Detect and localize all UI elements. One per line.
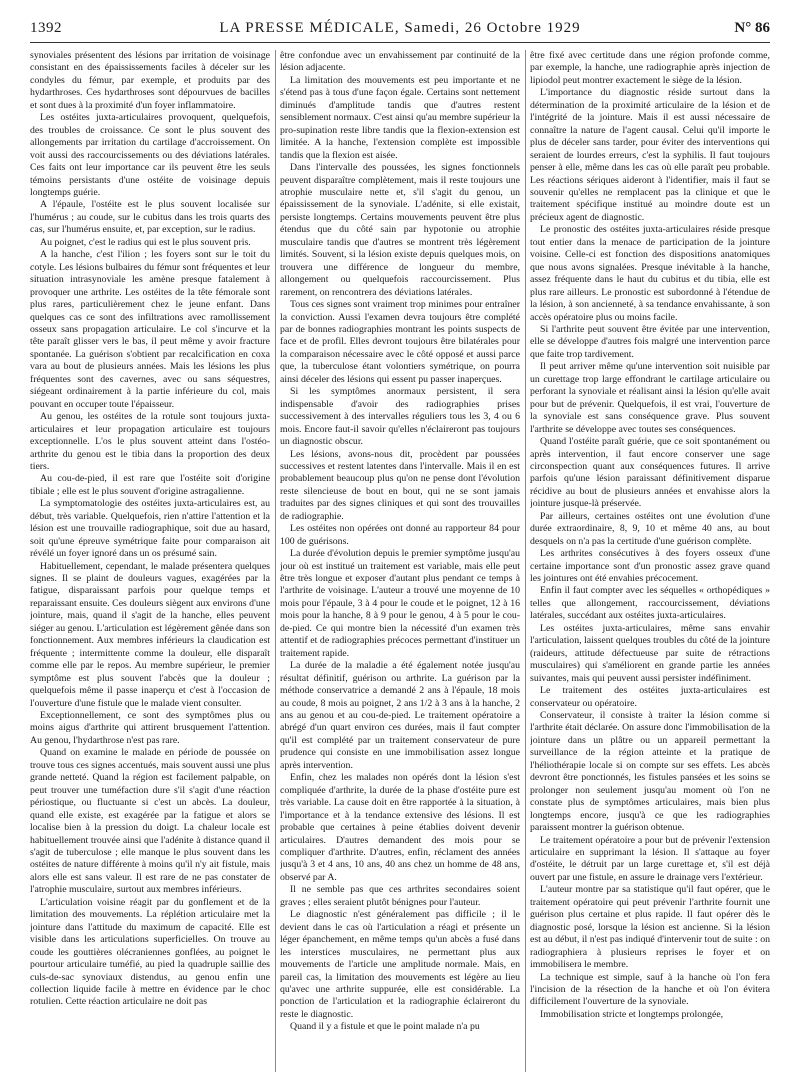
paragraph: Les lésions, avons-nous dit, procèdent par poussées successives et restent latentes dans l'intervalle. Mais il en est probablement beaucoup plus qu'on ne pense dont l'évolution reste silencieuse de bout en bout, qui ne se sont jamais traduites par des signes cliniques et qui sont des trouvailles de radiographie. (280, 448, 520, 522)
paragraph: A la hanche, c'est l'ilion ; les foyers sont sur le toit du cotyle. Les lésions bulbaires du fémur sont fréquentes et leur situation intrasynoviale les amène presque fatalement à provoquer une arthrite. Les ostéites de la tête fémorale sont plus rares, particulièrement chez le jeune enfant. Dans quelques cas ce sont des infiltrations avec ramollissement osseux sans propagation articulaire. Le col s'incurve et la tête paraît glisser vers le bas, il peut même y avoir fracture spontanée. La guérison s'obtient par recalcification en coxa vara au bout de plusieurs années. Mais les lésions les plus fréquentes sont des cavernes, avec ou sans séquestres, siégeant ordinairement à la partie inférieure du col, mais pouvant en occuper toute l'épaisseur. (30, 249, 270, 410)
paragraph: Tous ces signes sont vraiment trop minimes pour entraîner la conviction. Aussi l'examen devra toujours être complété par de bonnes radiographies montrant les points suspects de face et de profil. Elles devront toujours être bilatérales pour la comparaison nécessaire avec le côté opposé et aussi parce que, la tuberculose étant volontiers symétrique, on pourra ainsi déceler des lésions qui essent pu passer inaperçues. (280, 299, 520, 385)
paragraph: A l'épaule, l'ostéite est le plus souvent localisée sur l'humérus ; au coude, sur le cubitus dans les trois quarts des cas, sur l'humérus ensuite, et, par exception, sur le radius. (30, 199, 270, 236)
paragraph: Enfin, chez les malades non opérés dont la lésion s'est compliquée d'arthrite, la durée de la phase d'ostéite pure est très variable. La cause doit en être rapportée à la situation, à l'importance et à la tendance extensive des lésions. Il est probable que certaines à peine établies doivent devenir articulaires. D'autres demandent des mois pour se compliquer d'arthrite. D'autres, enfin, réclament des années jusqu'à 3 et 4 ans, 10 ans, 40 ans chez un homme de 48 ans, observé par A. (280, 772, 520, 883)
issue-number: N° 86 (734, 20, 770, 36)
header-rule (30, 42, 770, 43)
paragraph: Quand il y a fistule et que le point malade n'a pu (290, 1021, 480, 1033)
paragraph: Au genou, les ostéites de la rotule sont toujours juxta-articulaires et leur propagation articulaire est toujours exceptionnelle. L'os le plus souvent atteint dans l'ostéo-arthrite du genou est le tibia dans la proportion des deux tiers. (30, 411, 270, 472)
column-right (530, 50, 770, 1072)
column-divider (525, 50, 526, 1072)
article-body (30, 50, 770, 1072)
paragraph: Au cou-de-pied, il est rare que l'ostéite soit d'origine tibiale ; elle est le plus souvent d'origine astragalienne. (30, 473, 270, 497)
paragraph: Conservateur, il consiste à traiter la lésion comme si l'arthrite était déclarée. On assure donc l'immobilisation de la jointure dans un plâtre ou un appareil permettant la surveillance de la région atteinte et la pratique de l'héliothérapie locale si on compte sur ses effets. Les abcès devront être ponctionnés, les fistules pansées et les soins se prolonger non seulement jusqu'au moment où l'on ne constate plus de symptômes articulaires, mais bien plus longtemps encore, jusqu'à ce que les radiographies paraissent montrer la guérison obtenue. (530, 710, 770, 834)
paragraph: Quand l'ostéite paraît guérie, que ce soit spontanément ou après intervention, il faut encore conserver une sage circonspection quant aux conséquences futures. Il arrive parfois qu'une lésion paraissant définitivement disparue récidive au bout de plusieurs années et envahisse alors la jointure jusque-là préservée. (530, 436, 770, 510)
paragraph: Enfin il faut compter avec les séquelles « orthopédiques » telles que allongement, raccourcissement, déviations latérales, succédant aux ostéites juxta-articulaires. (530, 585, 770, 622)
paragraph: Il peut arriver même qu'une intervention soit nuisible par un curettage trop large effondrant le cartilage articulaire ou perforant la synoviale et réalisant ainsi la lésion qu'elle avait pour but de prévenir. Quelquefois, il est vrai, l'ouverture de la synoviale est sans conséquence grave. Plus souvent l'arthrite se développe avec toutes ses conséquences. (530, 361, 770, 435)
paragraph: être confondue avec un envahissement par continuité de la lésion adjacente. (280, 50, 520, 74)
paragraph: La technique est simple, sauf à la hanche où l'on fera l'incision de la résection de la hanche et où l'on évitera difficilement l'ouverture de la synoviale. (530, 971, 770, 1008)
paragraph: La durée d'évolution depuis le premier symptôme jusqu'au jour où est institué un traitement est variable, mais elle peut être très longue et exposer d'autant plus pendant ce temps à l'arthrite de voisinage. L'auteur a trouvé une moyenne de 10 mois pour l'épaule, 3 à 4 pour le coude et le poignet, 12 à 16 mois pour la hanche, 8 à 9 pour le genou, 4 à 5 pour le cou-de-pied. Ce qui montre bien la nécessité d'un examen très attentif et de radiographies précoces permettant d'instituer un traitement rapide. (280, 548, 520, 659)
paragraph: Le traitement des ostéites juxta-articulaires est conservateur ou opératoire. (530, 685, 770, 709)
column-divider (275, 50, 276, 1072)
paragraph: Si les symptômes anormaux persistent, il sera indispensable d'avoir des radiographies prises successivement à des intervalles réguliers tous les 3, 4 ou 6 mois. Encore faut-il savoir qu'elles n'éclaireront pas toujours un diagnostic obscur. (280, 386, 520, 448)
paragraph: L'auteur montre par sa statistique qu'il faut opérer, que le traitement opératoire qui peut prévenir l'arthrite fournit une guérison plus certaine et plus rapide. Il faut opérer dès le diagnostic posé, lorsque la lésion est ancienne. Si la lésion est au début, il n'est pas indiqué d'intervenir tout de suite : on radiographiera à plusieurs reprises le foyer et on immobilisera le membre. (530, 884, 770, 971)
paragraph: être fixé avec certitude dans une région profonde comme, par exemple, la hanche, une radiographie après injection de lipiodol peut montrer exactement le siège de la lésion. (530, 50, 770, 86)
paragraph: Les arthrites consécutives à des foyers osseux d'une certaine importance sont d'un pronostic assez grave quand les jointures ont été envahies précocement. (530, 548, 770, 585)
paragraph: synoviales présentent des lésions par irritation de voisinage consistant en des épaississements faciles à déceler sur les condyles du fémur, par exemple, et produits par des hydarthroses. Ces hydarthroses sont dépourvues de bacilles et sont dues à la proximité d'un foyer inflammatoire. (30, 50, 270, 111)
paragraph: Le diagnostic n'est généralement pas difficile ; il le devient dans le cas où l'articulation a réagi et présente un léger épanchement, en même temps qu'un abcès a fusé dans les interstices musculaires, ne permettant plus aux mouvements de l'article une amplitude normale. Mais, en pareil cas, la limitation des mouvements est légère au lieu qu'avec une arthrite suppurée, elle est considérable. La ponction de l'articulation et la radiographie éclaireront du reste le diagnostic. (280, 909, 520, 1020)
paragraph: Immobilisation stricte et longtemps prolongée, (540, 1008, 724, 1020)
paragraph: Les ostéites non opérées ont donné au rapporteur 84 pour 100 de guérisons. (280, 523, 520, 547)
paragraph: Le pronostic des ostéites juxta-articulaires réside presque tout entier dans la menace de participation de la jointure voisine. Celle-ci est fonction des dispositions anatomiques que nous avons signalées. Presque inévitable à la hanche, assez fréquente dans le haut du cubitus et du tibia, elle est plus rare ailleurs. Le pronostic est subordonné à l'étendue de la lésion, à son ancienneté, à sa tendance envahissante, à son accès opératoire plus ou moins facile. (530, 224, 770, 323)
page-header (30, 20, 770, 42)
column-middle (280, 50, 520, 1072)
paragraph: Exceptionnellement, ce sont des symptômes plus ou moins aigus d'arthrite qui attirent brusquement l'attention. Au genou, l'hydarthrose n'est pas rare. (30, 710, 270, 746)
paragraph: Le traitement opératoire a pour but de prévenir l'extension articulaire en supprimant la lésion. Il s'attaque au foyer d'ostéite, le détruit par un large curettage et, s'il est déjà ouvert par une fistule, en assure le drainage vers l'extérieur. (530, 834, 770, 883)
page-number: 1392 (30, 20, 62, 36)
journal-title: LA PRESSE MÉDICALE, Samedi, 26 Octobre 1929 (219, 20, 581, 36)
paragraph: Quand on examine le malade en période de poussée on trouve tous ces signes accentués, mais souvent aussi une plus grande netteté. Quand la région est facilement palpable, on peut trouver une tuméfaction dure s'il s'agit d'une réaction périostique, ou fluctuante si c'est un abcès. La douleur, quand elle existe, est exagérée par la fatigue et alors se localise bien à la pression du doigt. La chaleur locale est habituellement trouvée ainsi que l'adénite à distance quand il s'agit de tuberculose ; elle manque le plus souvent dans les ostéites de nature différente à moins qu'il n'y ait fistule, mais alors elle est sans valeur. Il est rare de ne pas constater de l'atrophie musculaire, surtout aux membres inférieurs. (30, 747, 270, 896)
paragraph: Il ne semble pas que ces arthrites secondaires soient graves ; elles seraient plutôt bénignes pour l'auteur. (280, 884, 520, 908)
column-left (30, 50, 270, 1072)
paragraph: Par ailleurs, certaines ostéites ont une évolution d'une durée extraordinaire, 8, 9, 10 et même 40 ans, au bout desquels on n'a pas la certitude d'une guérison complète. (530, 510, 770, 547)
paragraph: L'importance du diagnostic réside surtout dans la détermination de la proximité articulaire de la lésion et de l'intégrité de la jointure. Mais il est aussi nécessaire de connaître la nature de l'agent causal. Celui qu'il importe le plus de déceler sans tarder, pour éviter des interventions qui seraient de lourdes erreurs, c'est la syphilis. Il faut toujours penser à elle, même dans les cas où elle paraît peu probable. Les réactions sériques aideront à l'identifier, mais il faut se souvenir qu'elles ne remplacent pas la clinique et que le traitement spécifique institué au moindre doute est un précieux agent de diagnostic. (530, 87, 770, 223)
paragraph: Dans l'intervalle des poussées, les signes fonctionnels peuvent disparaître complètement, mais il reste toujours une atrophie musculaire nette et, s'il s'agit du genou, un épaississement de la synoviale. L'adénite, si elle existait, persiste longtemps. Certains mouvements peuvent être plus étendus que du côté sain par hypotonie ou atrophie musculaire tandis que d'autres se montrent très légèrement limités. Souvent, si la lésion existe depuis quelques mois, on trouvera une différence de longueur du membre, allongement ou quelquefois raccourcissement. Plus rarement, on rencontrera des déviations latérales. (280, 162, 520, 298)
paragraph: Au poignet, c'est le radius qui est le plus souvent pris. (40, 236, 251, 248)
paragraph: Les ostéites juxta-articulaires provoquent, quelquefois, des troubles de croissance. Ce sont le plus souvent des allongements par irritation du cartilage d'accroissement. On voit aussi des raccourcissements ou des déviations latérales. Ces faits ont leur importance car ils peuvent être les seuls témoins persistants d'une ostéite de voisinage depuis longtemps guérie. (30, 112, 270, 198)
paragraph: Les ostéites juxta-articulaires, même sans envahir l'articulation, laissent quelques troubles du côté de la jointure (raideurs, attitude défectueuse par suite de rétractions musculaires) qui s'améliorent en grande partie les années suivantes, mais qui peuvent aussi persister indéfiniment. (530, 622, 770, 684)
paragraph: Habituellement, cependant, le malade présentera quelques signes. Il se plaint de douleurs vagues, exagérées par la fatigue, disparaissant parfois pour quelque temps et reparaissant ensuite. Ces douleurs siègent aux environs d'une jointure, mais, quand il s'agit de la hanche, elles peuvent siéger au genou. L'articulation est légèrement gênée dans son fonctionnement. Aux membres inférieurs la claudication est fréquente ; intermittente comme la douleur, elle disparaît comme elle par le repos. Au membre supérieur, le premier symptôme est plus souvent l'abcès que la douleur ; quelquefois même il passe inaperçu et c'est à l'occasion de l'ouverture d'une fistule que le malade vient consulter. (30, 560, 270, 709)
paragraph: Si l'arthrite peut souvent être évitée par une intervention, elle se développe d'autres fois malgré une intervention parce que faite trop tardivement. (530, 323, 770, 360)
paragraph: La durée de la maladie a été également notée jusqu'au résultat définitif, guérison ou arthrite. La guérison par la méthode conservatrice a demandé 2 ans à l'épaule, 18 mois au coude, 8 mois au poignet, 2 ans 1/2 à 3 ans à la hanche, 2 ans au genou et au cou-de-pied. Le traitement opératoire a abrégé d'un quart environ ces durées, mais il faut compter qu'il est complété par un traitement conservateur de pure prudence qui consiste en une immobilisation assez longue après intervention. (280, 660, 520, 771)
paragraph: L'articulation voisine réagit par du gonflement et de la limitation des mouvements. La réplétion articulaire met la jointure dans l'attitude du maximum de capacité. Elle est visible dans les articulations superficielles. On trouve au coude les gouttières olécraniennes gonflées, au poignet le pourtour articulaire tuméfié, au pied la quadruple saillie des culs-de-sac synoviaux distendus, au genou enfin une collection liquide facile à mettre en évidence par le choc rotulien. Cette réaction articulaire ne doit pas (30, 896, 270, 1008)
paragraph: La limitation des mouvements est peu importante et ne s'étend pas à tous d'une façon égale. Certains sont nettement diminués d'amplitude tandis que d'autres restent sensiblement normaux. C'est ainsi qu'au membre supérieur la pro-supination reste libre tandis que la flexion-extension est limitée. A la hanche, l'extension complète est impossible tandis que la flexion est aisée. (280, 74, 520, 161)
paragraph: La symptomatologie des ostéites juxta-articulaires est, au début, très variable. Quelquefois, rien n'attire l'attention et la lésion est une trouvaille radiographique, soit due au hasard, soit qu'une épreuve symétrique faite pour comparaison ait révélé un foyer ignoré dans un os présumé sain. (30, 498, 270, 560)
